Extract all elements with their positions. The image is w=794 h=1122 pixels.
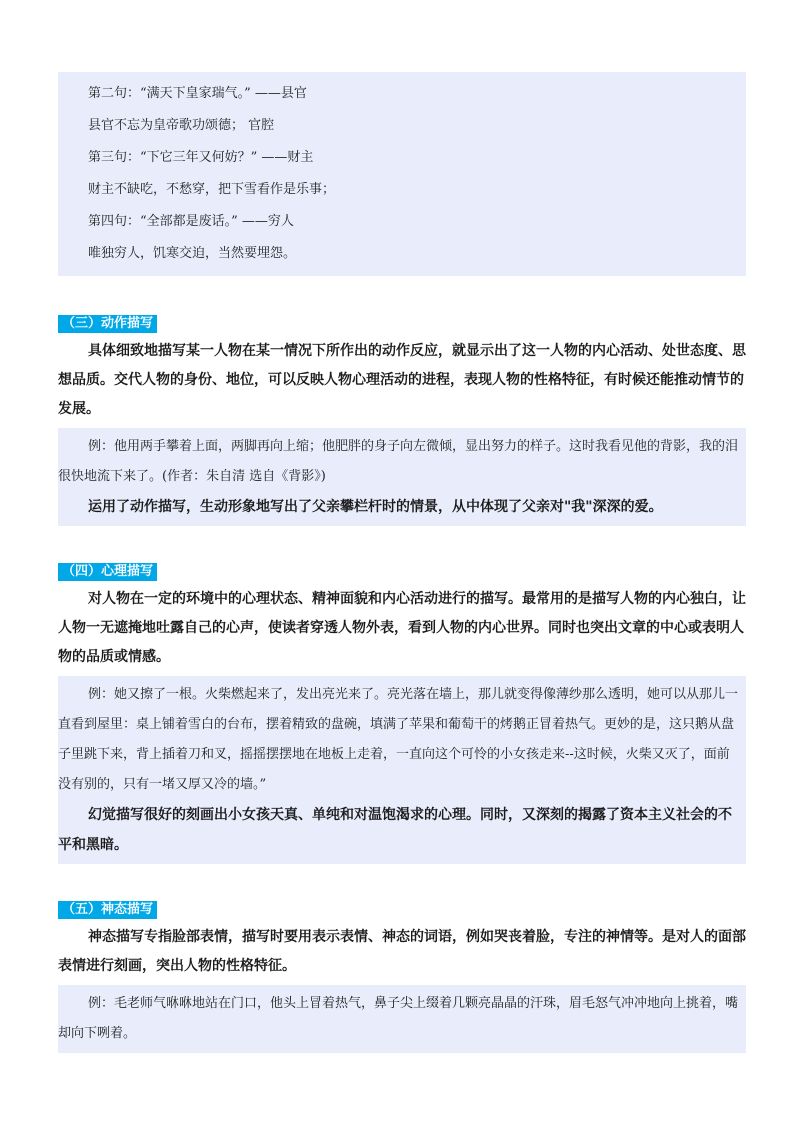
example-box (58, 676, 746, 864)
example-note: 运用了动作描写，生动形象地写出了父亲攀栏杆时的情景，从中体现了父亲对"我"深深的爱。 (88, 499, 663, 515)
example-box (58, 985, 746, 1053)
section-body: 对人物在一定的环境中的心理状态、精神面貌和内心活动进行的描写。最常用的是描写人物的内心独白，让人物一无遮掩地吐露自己的心声，使读者穿透人物外表，看到人物的内心世界。同时也突出文章的中心或表明人物的品质或情感。 (58, 591, 746, 665)
example-box (58, 428, 746, 526)
example-text: 例：她又擦了一根。火柴燃起来了，发出亮光来了。亮光落在墙上，那儿就变得像薄纱那么透明，她可以从那儿一直看到屋里：桌上铺着雪白的台布，摆着精致的盘碗，填满了苹果和葡萄干的烤鹅正冒着热气。更妙的是，这只鹅从盘子里跳下来，背上插着刀和叉，摇摇摆摆地在地板上走着，一直向这个可怜的小女孩走来--这时候，火柴又灭了，面前没有别的，只有一堵又厚又冷的墙。” (58, 687, 739, 792)
section-heading: （五）神态描写 (58, 901, 157, 919)
example-text: 例：毛老师气咻咻地站在门口，他头上冒着热气，鼻子尖上缀着几颗亮晶晶的汗珠，眉毛怒气冲冲地向上挑着，嘴却向下咧着。 (58, 996, 739, 1041)
section-body: 具体细致地描写某一人物在某一情况下所作出的动作反应，就显示出了这一人物的内心活动、处世态度、思想品质。交代人物的身份、地位，可以反映人物心理活动的进程，表现人物的性格特征，有时候还能推动情节的发展。 (58, 343, 746, 417)
section-expression-description (58, 898, 746, 1053)
section-psychological-description (58, 560, 746, 864)
dialogue-line: 县官不忘为皇帝歌功颂德； 官腔 (88, 118, 275, 133)
dialogue-line: 第三句：“下它三年又何妨？” ——财主 (88, 150, 314, 165)
example-text: 例：他用两手攀着上面，两脚再向上缩；他肥胖的身子向左微倾，显出努力的样子。这时我看见他的背影，我的泪很快地流下来了。(作者：朱自清 选自《背影》) (58, 439, 739, 484)
dialogue-line: 唯独穷人，饥寒交迫，当然要埋怨。 (88, 246, 297, 261)
section-heading: （三）动作描写 (58, 315, 157, 333)
section-action-description (58, 312, 746, 526)
section-heading: （四）心理描写 (58, 563, 157, 581)
dialogue-box (58, 72, 746, 276)
document-page (58, 72, 746, 1053)
section-body: 神态描写专指脸部表情，描写时要用表示表情、神态的词语，例如哭丧着脸，专注的神情等。是对人的面部表情进行刻画，突出人物的性格特征。 (58, 929, 746, 974)
example-note: 幻觉描写很好的刻画出小女孩天真、单纯和对温饱渴求的心理。同时，又深刻的揭露了资本主义社会的不平和黑暗。 (58, 807, 732, 853)
dialogue-line: 财主不缺吃，不愁穿，把下雪看作是乐事； (88, 182, 336, 197)
dialogue-line: 第四句：“全部都是废话。” ——穷人 (88, 214, 294, 229)
dialogue-line: 第二句：“满天下皇家瑞气。” ——县官 (88, 86, 307, 101)
